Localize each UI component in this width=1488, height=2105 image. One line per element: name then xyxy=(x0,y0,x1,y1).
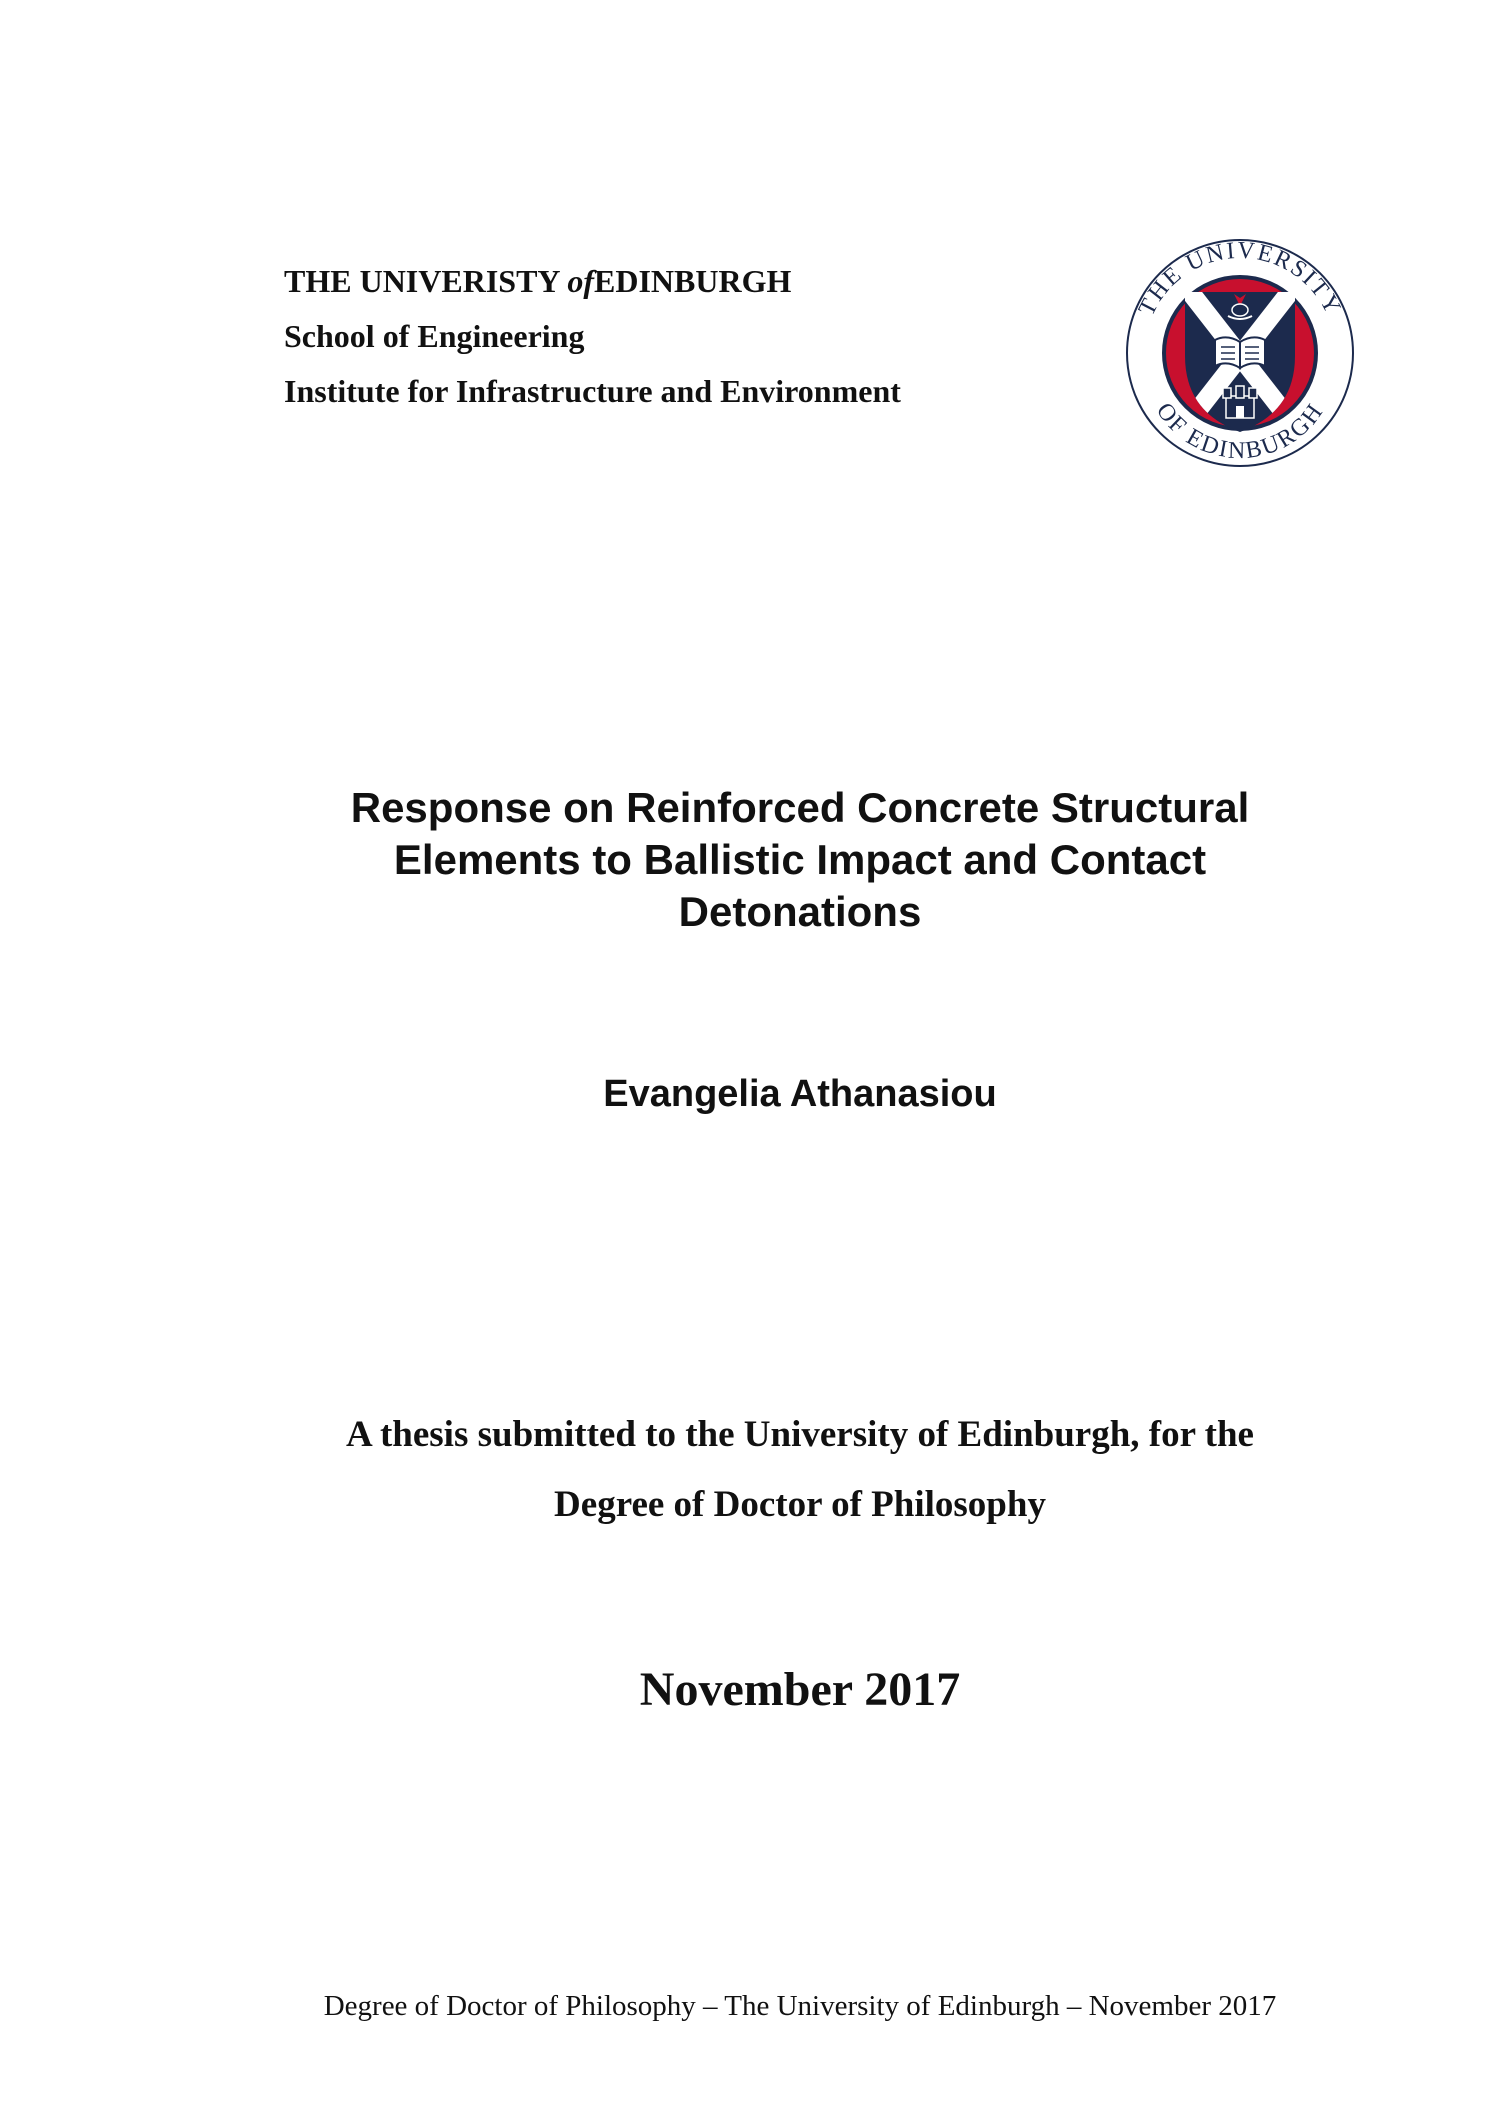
thesis-statement-line-2: Degree of Doctor of Philosophy xyxy=(554,1484,1046,1525)
university-name-of: of xyxy=(567,263,594,299)
university-name-prefix: THE UNIVERISTY xyxy=(284,263,560,299)
submission-date: November 2017 xyxy=(639,1663,961,1716)
school-name: School of Engineering xyxy=(284,318,585,354)
page-footer: Degree of Doctor of Philosophy – The University of Edinburgh – November 2017 xyxy=(323,1990,1277,2022)
institute-name: Institute for Infrastructure and Environment xyxy=(284,373,901,409)
author-name: Evangelia Athanasiou xyxy=(603,1073,997,1115)
university-name-suffix: EDINBURGH xyxy=(593,263,792,299)
thesis-title xyxy=(190,782,1410,938)
crest-ring-text-bottom: OF EDINBURGH xyxy=(1150,398,1330,465)
thesis-title-line-2: Elements to Ballistic Impact and Contact xyxy=(393,836,1207,883)
institution-header xyxy=(284,254,901,419)
castle-icon xyxy=(1223,386,1257,418)
thesis-statement-line-1: A thesis submitted to the University of Edinburgh, for the xyxy=(346,1414,1254,1455)
university-name xyxy=(284,254,901,309)
thesis-title-line-3: Detonations xyxy=(678,888,922,935)
crest-ring-text-top: THE UNIVERSITY xyxy=(1133,237,1347,320)
thesis-statement xyxy=(190,1400,1410,1540)
thesis-title-line-1: Response on Reinforced Concrete Structural xyxy=(350,784,1250,831)
open-book-icon xyxy=(1215,337,1265,368)
university-crest-logo xyxy=(1123,236,1357,470)
